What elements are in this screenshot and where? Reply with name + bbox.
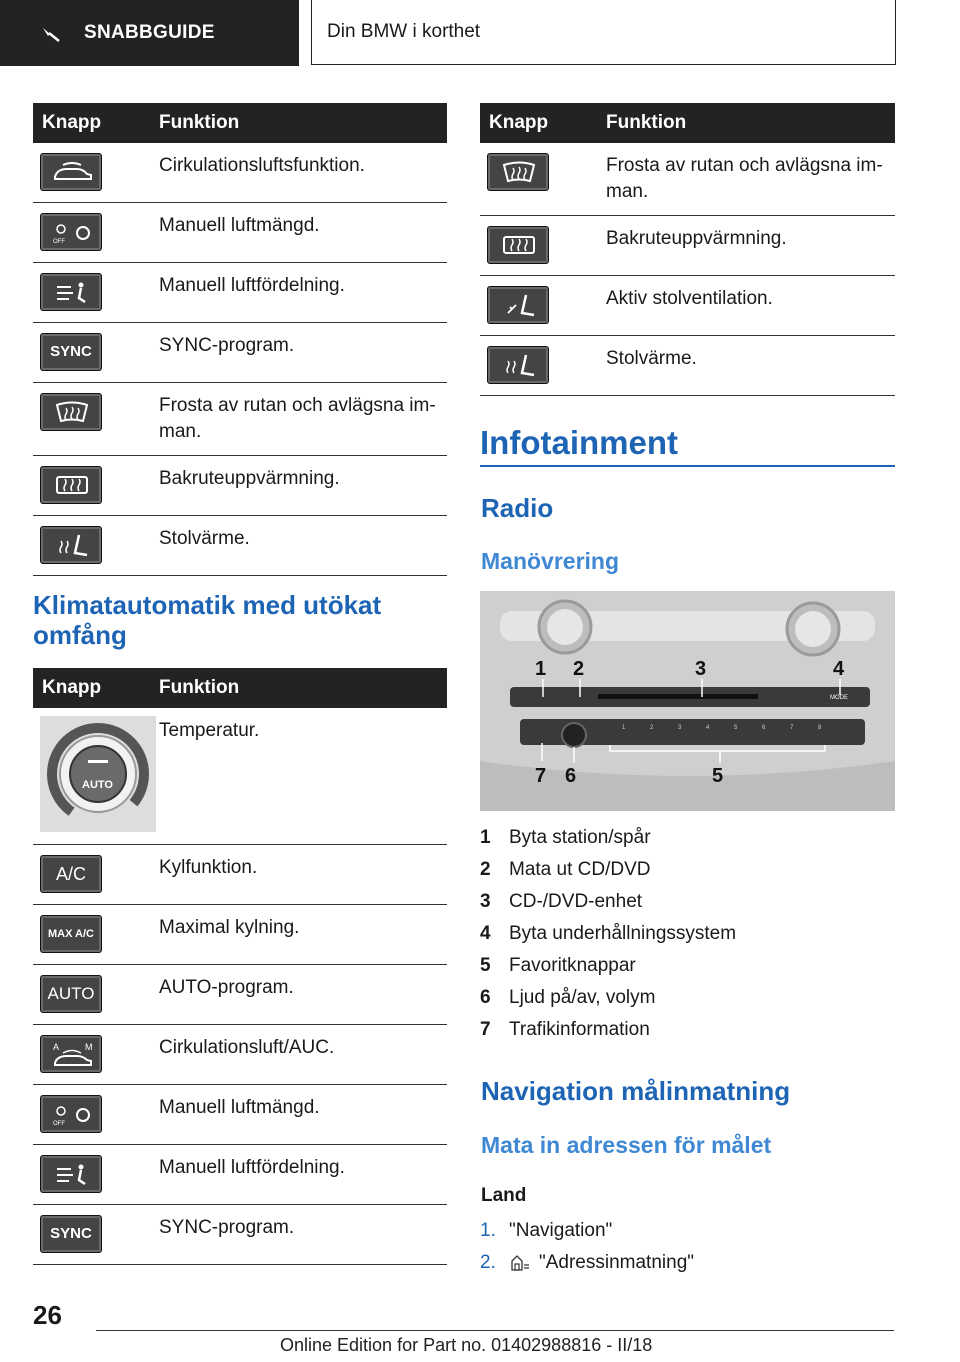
air-volume-icon xyxy=(40,1095,102,1133)
radio-heading: Radio xyxy=(481,493,554,523)
function-text: Manuell luftfördelning. xyxy=(155,263,447,323)
legend-item: 4 Byta underhållningssystem xyxy=(480,923,737,944)
chapter-title: Din BMW i korthet xyxy=(327,21,481,42)
footer-rule xyxy=(96,1330,894,1331)
preset-label: 3 xyxy=(678,725,682,731)
air-distribution-icon xyxy=(40,273,102,311)
function-text: Maximal kylning. xyxy=(155,905,447,965)
table-row xyxy=(33,263,447,323)
preset-label: 1 xyxy=(622,725,626,731)
table-row xyxy=(33,203,447,263)
legend-item: 6 Ljud på/av, volym xyxy=(480,987,656,1008)
max-ac-button: MAX A/C xyxy=(40,915,102,953)
rear-window-defrost-icon xyxy=(487,226,549,264)
preset-label: 4 xyxy=(706,725,710,731)
address-entry-heading: Mata in adressen för målet xyxy=(481,1132,772,1158)
temperature-knob-icon xyxy=(40,716,156,832)
table-row xyxy=(33,1205,447,1265)
legend-item: 7 Trafikinformation xyxy=(480,1019,650,1040)
table-row xyxy=(33,1085,447,1145)
legend-item: 1 Byta station/spår xyxy=(480,827,651,848)
function-text: Kylfunktion. xyxy=(155,845,447,905)
auto-button: AUTO xyxy=(40,975,102,1013)
seat-heating-icon xyxy=(487,346,549,384)
table-row xyxy=(33,383,447,456)
sync-button: SYNC xyxy=(40,1215,102,1253)
car-key-icon xyxy=(40,22,62,44)
climate-buttons-table xyxy=(33,103,447,576)
mode-label: MODE xyxy=(830,695,848,701)
table-row xyxy=(33,1025,447,1085)
column-header-knapp: Knapp xyxy=(480,103,602,143)
section-label: SNABBGUIDE xyxy=(84,22,215,43)
seat-ventilation-icon xyxy=(487,286,549,324)
table-row xyxy=(33,456,447,516)
page-number: 26 xyxy=(33,1300,62,1330)
legend-item: 2 Mata ut CD/DVD xyxy=(480,859,651,880)
air-volume-icon xyxy=(40,213,102,251)
section-heading-extended-climate: Klimatautomatik med utökat omfång xyxy=(33,590,382,650)
function-text: Manuell luftmängd. xyxy=(155,1085,447,1145)
infotainment-heading: Infotainment xyxy=(480,424,678,461)
table-row xyxy=(33,905,447,965)
function-text: Bakruteuppvärmning. xyxy=(602,216,895,276)
legend-item: 5 Favoritknappar xyxy=(480,955,636,976)
radio-legend xyxy=(480,822,895,1046)
function-text: Bakruteuppvärmning. xyxy=(155,456,447,516)
table-row xyxy=(480,336,895,396)
preset-label: 8 xyxy=(818,725,822,731)
callout-7: 7 xyxy=(535,765,547,787)
step-item: 2. "Adressinmatning" xyxy=(480,1252,695,1273)
column-header-knapp: Knapp xyxy=(33,668,155,708)
address-input-icon xyxy=(509,1253,531,1273)
callout-3: 3 xyxy=(695,658,707,680)
table-row xyxy=(33,845,447,905)
air-distribution-icon xyxy=(40,1155,102,1193)
callout-6: 6 xyxy=(565,765,577,787)
table-row xyxy=(33,965,447,1025)
callout-2: 2 xyxy=(573,658,585,680)
legend-item: 3 CD-/DVD-enhet xyxy=(480,891,643,912)
table-row xyxy=(480,143,895,216)
column-header-funktion: Funktion xyxy=(155,103,447,143)
preset-label: 2 xyxy=(650,725,654,731)
step-item: 1. "Navigation" xyxy=(480,1220,613,1241)
climate-buttons-table-continued xyxy=(480,103,895,396)
column-header-knapp: Knapp xyxy=(33,103,155,143)
function-text: SYNC-program. xyxy=(155,323,447,383)
auto-label: AUTO xyxy=(82,779,113,791)
seat-heating-icon xyxy=(40,526,102,564)
callout-5: 5 xyxy=(712,765,724,787)
operation-heading: Manövrering xyxy=(481,548,620,574)
function-text: Manuell luftfördelning. xyxy=(155,1145,447,1205)
heading-rule xyxy=(480,465,895,467)
function-text: Cirkulationsluft/AUC. xyxy=(155,1025,447,1085)
function-text: Frosta av rutan och avlägsna im-man. xyxy=(602,143,895,216)
preset-label: 7 xyxy=(790,725,794,731)
air-recirculation-icon xyxy=(40,153,102,191)
callout-4: 4 xyxy=(833,658,845,680)
windshield-defrost-icon xyxy=(40,393,102,431)
navigation-heading: Navigation målinmatning xyxy=(481,1076,791,1106)
function-text: Stolvärme. xyxy=(602,336,895,396)
table-row xyxy=(33,708,447,845)
table-row xyxy=(33,323,447,383)
radio-control-panel-image xyxy=(480,591,895,811)
function-text: Aktiv stolventilation. xyxy=(602,276,895,336)
table-row xyxy=(480,216,895,276)
callout-1: 1 xyxy=(535,658,547,680)
function-text: AUTO-program. xyxy=(155,965,447,1025)
svg-text:A: A xyxy=(53,1042,60,1052)
instruction-steps xyxy=(480,1215,694,1279)
footer-edition: Online Edition for Part no. 01402988816 - II/18 xyxy=(280,1335,653,1355)
function-text: Cirkulationsluftsfunktion. xyxy=(155,143,447,203)
chapter-header xyxy=(311,0,896,65)
svg-text:M: M xyxy=(85,1042,93,1052)
function-text: SYNC-program. xyxy=(155,1205,447,1265)
function-text: Manuell luftmängd. xyxy=(155,203,447,263)
preset-label: 5 xyxy=(734,725,738,731)
svg-text:OFF: OFF xyxy=(53,239,65,245)
function-text: Temperatur. xyxy=(155,708,447,845)
table-row xyxy=(480,276,895,336)
function-text: Stolvärme. xyxy=(155,516,447,576)
table-row xyxy=(33,143,447,203)
land-label: Land xyxy=(481,1185,527,1206)
rear-window-defrost-icon xyxy=(40,466,102,504)
extended-climate-buttons-table xyxy=(33,668,447,1265)
function-text: Frosta av rutan och avlägsna im-man. xyxy=(155,383,447,456)
column-header-funktion: Funktion xyxy=(602,103,895,143)
windshield-defrost-icon xyxy=(487,153,549,191)
preset-label: 6 xyxy=(762,725,766,731)
table-row xyxy=(33,1145,447,1205)
section-tab xyxy=(0,0,299,66)
ac-button: A/C xyxy=(40,855,102,893)
table-row xyxy=(33,516,447,576)
auc-recirculation-icon xyxy=(40,1035,102,1073)
column-header-funktion: Funktion xyxy=(155,668,447,708)
svg-text:OFF: OFF xyxy=(53,1121,65,1127)
sync-button: SYNC xyxy=(40,333,102,371)
